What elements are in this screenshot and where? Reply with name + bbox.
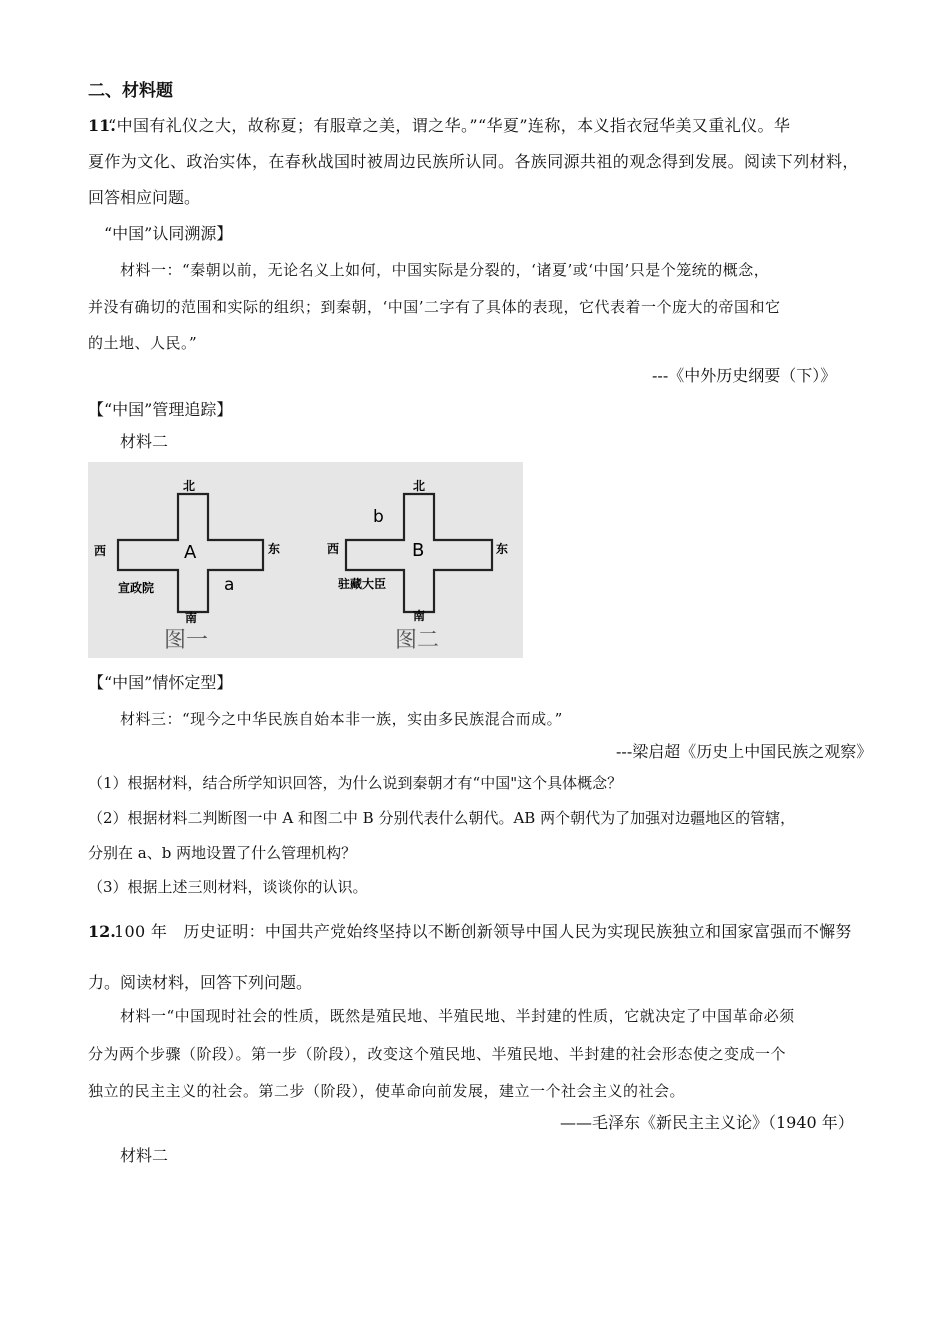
- sub-question-3: （3）根据上述三则材料，谈谈你的认识。: [88, 878, 368, 896]
- fig2-south-label: 南: [413, 609, 426, 623]
- fig1-center-label: A: [184, 542, 197, 563]
- material-one-line: 材料一“中国现时社会的性质，既然是殖民地、半殖民地、半封建的性质，它就决定了中国革命必须: [120, 1007, 795, 1025]
- section-title: 二、材料题: [88, 81, 173, 101]
- question-intro-line: 100 年 历史证明：中国共产党始终坚持以不断创新领导中国人民为实现民族独立和国家富强而不懈努: [114, 922, 852, 941]
- territory-diagram-figure: [88, 462, 523, 658]
- question-number: 11.: [88, 116, 116, 135]
- fig2-north-label: 北: [413, 479, 426, 493]
- material-one-line: 材料一：“秦朝以前，无论名义上如何，中国实际是分裂的，‘诸夏’或‘中国’只是个笼统的概念，: [120, 261, 770, 279]
- material-one-line: 分为两个步骤（阶段）。第一步（阶段），改变这个殖民地、半殖民地、半封建的社会形态使之变成一个: [88, 1045, 787, 1063]
- fig2-office-label: 驻藏大臣: [338, 577, 387, 591]
- fig1-office-label: 宣政院: [118, 581, 155, 595]
- question-intro-line: 夏作为文化、政治实体，在春秋战国时被周边民族所认同。各族同源共祖的观念得到发展。阅读下列材料，: [88, 152, 859, 171]
- territory-diagram: [88, 462, 523, 658]
- fig1-east-label: 东: [268, 542, 281, 556]
- material-one-line: 并没有确切的范围和实际的组织；到秦朝，‘中国’二字有了具体的表现，它代表着一个庞大的帝国和它: [88, 298, 781, 316]
- question-number: 12.: [88, 922, 116, 941]
- sub-question-2-line: 分别在 a、b 两地设置了什么管理机构？: [88, 844, 357, 862]
- material-two-label: 材料二: [120, 1146, 169, 1165]
- fig1-south-label: 南: [185, 611, 198, 625]
- material-three-source: ---梁启超《历史上中国民族之观察》: [616, 742, 873, 761]
- fig1-north-label: 北: [183, 479, 196, 493]
- subheading-origin: “中国”认同溯源】: [104, 224, 233, 243]
- material-one-line: 的土地、人民。”: [88, 334, 198, 352]
- material-three: 材料三：“现今之中华民族自始本非一族，实由多民族混合而成。”: [120, 710, 563, 728]
- sub-question-2-line: （2）根据材料二判断图一中 A 和图二中 B 分别代表什么朝代。AB 两个朝代为了加强对边疆地区的管辖，: [88, 809, 796, 827]
- material-two-label: 材料二: [120, 432, 169, 451]
- fig1-caption: 图一: [164, 628, 209, 653]
- material-one-line: 独立的民主主义的社会。第二步（阶段），使革命向前发展，建立一个社会主义的社会。: [88, 1082, 686, 1100]
- fig2-marker-b: b: [373, 507, 384, 527]
- question-intro-line: 回答相应问题。: [88, 188, 201, 207]
- material-one-source: ——毛泽东《新民主主义论》（1940 年）: [560, 1113, 854, 1132]
- sub-question-1: （1）根据材料，结合所学知识回答，为什么说到秦朝才有“中国"这个具体概念？: [88, 774, 623, 792]
- fig1-west-label: 西: [94, 544, 107, 558]
- fig1-marker-a: a: [224, 575, 235, 595]
- question-intro-line: “中国有礼仪之大，故称夏；有服章之美，谓之华。”“华夏”连称，本义指衣冠华美又重礼仪。华: [108, 116, 791, 135]
- question-intro-line: 力。阅读材料，回答下列问题。: [88, 973, 313, 992]
- material-one-source: ---《中外历史纲要（下）》: [652, 366, 837, 385]
- fig2-west-label: 西: [327, 542, 340, 556]
- subheading-management: 【“中国”管理追踪】: [88, 400, 233, 419]
- fig2-caption: 图二: [395, 628, 440, 653]
- fig2-east-label: 东: [496, 542, 509, 556]
- subheading-sentiment: 【“中国”情怀定型】: [88, 673, 233, 692]
- fig2-center-label: B: [412, 540, 425, 561]
